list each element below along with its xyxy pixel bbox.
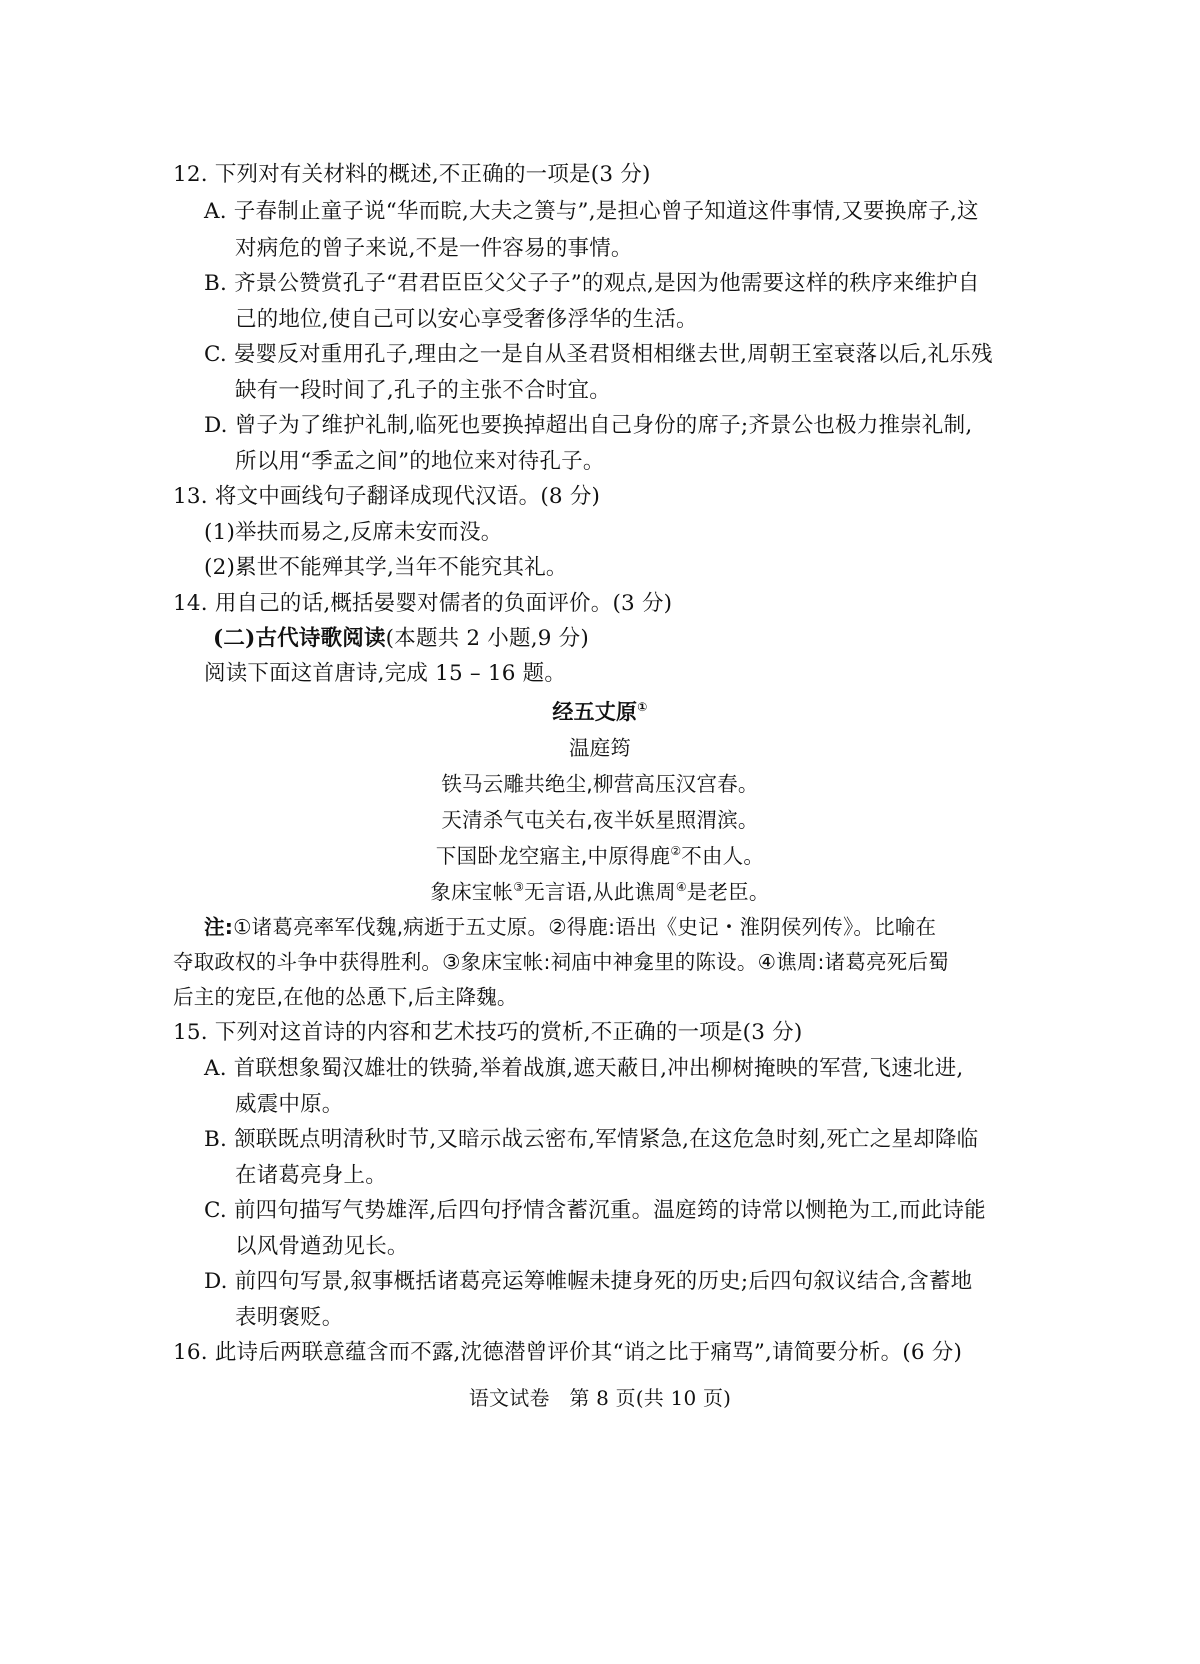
question-13-stem: 13. 将文中画线句子翻译成现代汉语。(8 分) [173,484,601,509]
notes-text-1: ①诸葛亮率军伐魏,病逝于五丈原。②得鹿:语出《史记・淮阴侯列传》。比喻在 [233,915,937,939]
page-footer: 语文试卷 第 8 页(共 10 页) [468,1386,732,1410]
question-15-option-b: B. 颔联既点明清秋时节,又暗示战云密布,军情紧急,在这危急时刻,死亡之星却降临 [204,1127,979,1152]
question-12-option-d-cont: 所以用“季孟之间”的地位来对待孔子。 [235,449,605,474]
poem-line-2: 天清杀气屯关右,夜半妖星照渭滨。 [441,808,759,832]
poem-line-1: 铁马云雕共绝尘,柳营高压汉宫春。 [441,772,759,796]
question-15-option-d-cont: 表明褒贬。 [235,1305,344,1330]
question-12-option-c-cont: 缺有一段时间了,孔子的主张不合时宜。 [235,378,611,403]
question-13-sentence-1: (1)举扶而易之,反席未安而没。 [204,520,503,545]
footnote-mark: ② [670,844,682,859]
question-15-option-b-cont: 在诸葛亮身上。 [235,1163,387,1188]
poem-line-3-part-b: 不由人。 [681,844,765,868]
footnote-mark: ① [637,700,648,714]
question-15-option-c-cont: 以风骨遒劲见长。 [235,1234,409,1259]
notes-label: 注: [204,915,234,939]
question-12-option-a-cont: 对病危的曾子来说,不是一件容易的事情。 [235,236,633,261]
poem-line-4-part-a: 象床宝帐 [430,880,514,904]
section-title: (二)古代诗歌阅读 [213,626,386,651]
poem-line-3 [0,841,1200,871]
poem-line-3-part-a: 下国卧龙空寤主,中原得鹿 [435,844,671,868]
section-heading [213,624,589,654]
section-note: (本题共 2 小题,9 分) [385,626,589,651]
question-12-option-b-cont: 己的地位,使自己可以安心享受奢侈浮华的生活。 [235,307,698,332]
question-15-option-a: A. 首联想象蜀汉雄壮的铁骑,举着战旗,遮天蔽日,冲出柳树掩映的军营,飞速北进, [204,1056,964,1081]
poem-title [0,697,1200,727]
question-15-stem: 15. 下列对这首诗的内容和艺术技巧的赏析,不正确的一项是(3 分) [173,1020,803,1045]
footnote-mark: ④ [675,880,687,895]
poem-line-4 [0,877,1200,907]
footnote-mark: ③ [513,880,525,895]
question-12-option-b: B. 齐景公赞赏孔子“君君臣臣父父子子”的观点,是因为他需要这样的秩序来维护自 [204,271,980,296]
question-12-option-a: A. 子春制止童子说“华而睆,大夫之箦与”,是担心曾子知道这件事情,又要换席子,这 [204,199,979,224]
question-16-stem: 16. 此诗后两联意蕴含而不露,沈德潜曾评价其“诮之比于痛骂”,请简要分析。(6 分) [173,1340,963,1365]
poem-author: 温庭筠 [568,736,632,760]
question-15-option-d: D. 前四句写景,叙事概括诸葛亮运筹帷幄未捷身死的历史;后四句叙议结合,含蓄地 [204,1269,973,1294]
question-12-stem: 12. 下列对有关材料的概述,不正确的一项是(3 分) [173,162,651,187]
question-12-option-d: D. 曾子为了维护礼制,临死也要换掉超出自己身份的席子;齐景公也极力推崇礼制, [204,413,973,438]
poem-line-4-part-c: 是老臣。 [686,880,770,904]
poem-notes-line-2: 夺取政权的斗争中获得胜利。③象床宝帐:祠庙中神龛里的陈设。④谯周:诸葛亮死后蜀 [173,950,949,974]
question-15-option-c: C. 前四句描写气势雄浑,后四句抒情含蓄沉重。温庭筠的诗常以恻艳为工,而此诗能 [204,1198,986,1223]
question-12-option-c: C. 晏婴反对重用孔子,理由之一是自从圣君贤相相继去世,周朝王室衰落以后,礼乐残 [204,342,993,367]
poem-title-text: 经五丈原 [552,700,638,724]
poem-line-4-part-b: 无言语,从此谯周 [524,880,676,904]
poem-notes-line-3: 后主的宠臣,在他的怂恿下,后主降魏。 [173,985,518,1009]
question-13-sentence-2: (2)累世不能殚其学,当年不能究其礼。 [204,555,568,580]
question-15-option-a-cont: 威震中原。 [235,1092,344,1117]
question-14-stem: 14. 用自己的话,概括晏婴对儒者的负面评价。(3 分) [173,591,673,616]
poem-notes-line-1 [204,912,936,942]
section-instruction: 阅读下面这首唐诗,完成 15 – 16 题。 [204,661,567,686]
